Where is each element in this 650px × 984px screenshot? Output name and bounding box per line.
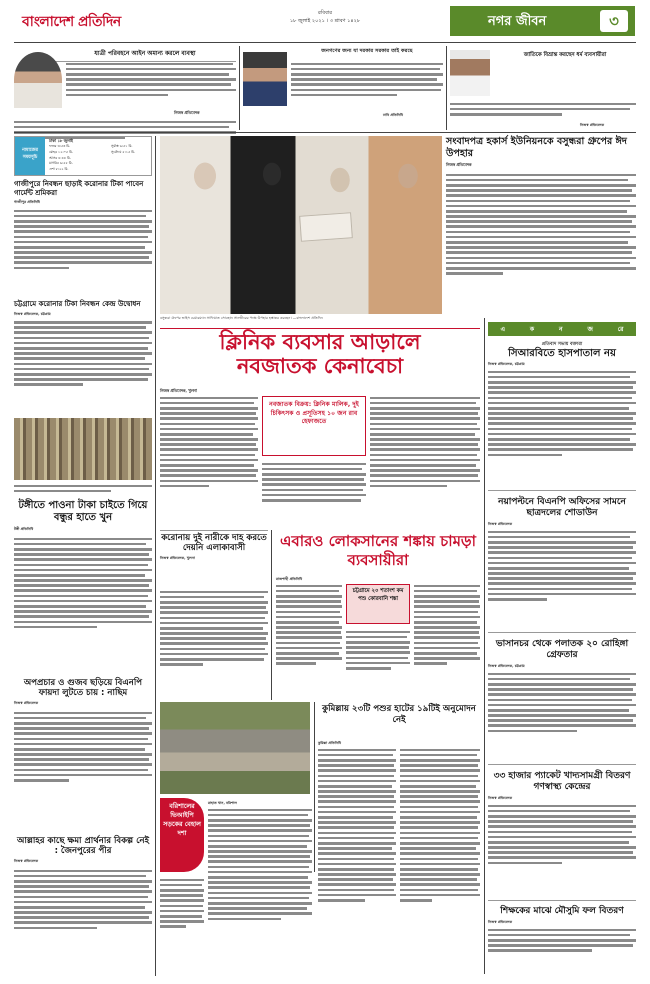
section-title: নগর জীবন: [488, 14, 547, 29]
section-banner: [450, 6, 635, 36]
article-body: [66, 60, 236, 108]
headline: কুমিল্লায় ২৩টি পশুর হাটের ১৯টিই অনুমোদন নেই: [322, 704, 476, 725]
road-photo: [160, 702, 310, 794]
byline: নিজস্ব প্রতিবেদক, চট্টগ্রাম: [14, 311, 51, 316]
prayer-row: যোহর ১২:০৫ মি.: [49, 149, 74, 154]
left-story-1: [14, 180, 152, 295]
kicker: প্রতিবাদ সভায় বক্তারা: [541, 342, 583, 347]
headline: শিক্ষকের মাঝে মৌসুমি ফল বিতরণ: [500, 906, 624, 916]
headline: চট্টগ্রামে করোনার টিকা নিবন্ধন কেন্দ্র উদ্বোধন: [14, 300, 141, 308]
headline: গাজীপুরে নিবন্ধন ছাড়াই করোনার টিকা পাবেন গার্মেন্ট শ্রমিকরা: [14, 180, 144, 197]
headline: সংবাদপত্র হকার্স ইউনিয়নকে বসুন্ধরা গ্রুপের ঈদ উপহার: [446, 136, 627, 159]
right-story-5: [488, 900, 636, 976]
right-story-1: [488, 340, 636, 486]
info-box: চট্টগ্রামে ২০ শতাংশ কম পশু কোরবানি শঙ্কা: [346, 584, 410, 624]
headline: ভাসানচর থেকে পলাতক ২০ রোহিঙ্গা গ্রেফতার: [495, 639, 629, 660]
headline: নয়াপল্টনে বিএনপি অফিসের সামনে ছাত্রদলের শোডাউন: [498, 497, 626, 518]
logo: বাংলাদেশ প্রতিদিন: [22, 14, 121, 30]
left-story-2: [14, 300, 152, 415]
headline: জাতিকে বিভ্রান্ত করছেন ধর্ম ব্যবসায়ীরা: [523, 52, 607, 58]
pull-quote: নবজাতক বিক্রয়: ক্লিনিক মালিক, দুই চিকিৎসক ও প্রসূতিসহ ১০ জন রাব হেফাজতে: [262, 396, 366, 456]
byline: নিজস্ব প্রতিবেদক, চট্টগ্রাম: [488, 362, 525, 366]
masthead: [0, 0, 650, 52]
byline: নিজস্ব প্রতিবেদক: [488, 522, 513, 526]
byline: নিজস্ব প্রতিবেদক: [580, 123, 605, 127]
prayer-label: নামাজের সময়সূচি: [15, 137, 45, 175]
byline: গাজীপুর প্রতিনিধি: [14, 200, 40, 204]
byline: নিজস্ব প্রতিবেদক: [174, 110, 200, 115]
headline: আল্লাহর কাছে ক্ষমা প্রার্থনার বিকল্প নেই : জৈনপুরের পীর: [16, 836, 150, 856]
photo-caption: বসুন্ধরা গ্রুপের ভাইস চেয়ারম্যান সাফিয়াত সোবহান সানভীরের পক্ষে উপহার হস্তান্তর করছেন। —বাংলাদেশ প্রতিদিন: [160, 316, 323, 320]
left-story-5: [14, 836, 152, 976]
issue-date: ১৮ জুলাই ২০২১ । ৩ শ্রাবণ ১৪২৮: [289, 18, 361, 24]
headline: অপপ্রচার ও গুজব ছড়িয়ে বিএনপি ফায়দা লুটতে চায় : নাছিম: [23, 678, 143, 698]
prayer-header: ঢাকা ১৮ জুলাই: [49, 138, 73, 143]
kumilla-byline: কুমিল্লা প্রতিনিধি: [318, 741, 342, 745]
right-story-3: [488, 632, 636, 760]
top-story-1: [14, 46, 236, 146]
right-story-2: [488, 490, 636, 628]
headline: ৩৩ হাজার প্যাকেট খাদ্যসামগ্রী বিতরণ গণস্বাস্থ্য কেন্দ্রের: [493, 771, 631, 792]
portrait-photo: [243, 52, 287, 106]
left-story-3: [14, 500, 152, 670]
headline: যাত্রী পরিবহনে আইন অমান্য করলে ব্যবস্থা: [54, 48, 236, 62]
news-photo: [14, 418, 152, 480]
issue-day: রবিবার: [318, 10, 332, 16]
byline: ঢাবি প্রতিনিধি: [383, 113, 403, 117]
byline: নিজস্ব প্রতিবেদক: [14, 859, 39, 863]
headline: জনগণের জন্য যা দরকার সরকার তাই করছে: [321, 48, 413, 54]
gift-envelope: [299, 212, 353, 242]
byline: নিজস্ব প্রতিবেদক, চট্টগ্রাম: [488, 664, 525, 668]
left-story-4: [14, 678, 152, 828]
byline: নিজস্ব প্রতিবেদক: [488, 920, 513, 924]
leather-headline: এবারও লোকসানের শঙ্কায় চামড়া ব্যবসায়ীরা: [280, 532, 476, 569]
headline: করোনায় দুই নারীকে দাহ করতে দেয়নি এলাকাবাসী: [161, 533, 267, 553]
byline: টঙ্গী প্রতিনিধি: [14, 527, 34, 531]
prayer-row: মাগরিব ৬:৫৫ মি.: [49, 161, 73, 166]
byline: নিজস্ব প্রতিবেদক: [488, 796, 513, 800]
byline: নিজস্ব প্রতিবেদক: [14, 701, 39, 705]
headline: টঙ্গীতে পাওনা টাকা চাইতে গিয়ে বন্ধুর হাতে খুন: [18, 500, 148, 523]
prayer-row: আসর ৪:৪৪ মি.: [49, 155, 71, 160]
prayer-row: ফজর ৩:৫৩ মি.: [49, 144, 71, 148]
cremation-story: [160, 530, 268, 590]
page-number: ৩: [600, 10, 628, 32]
top-story-2: [243, 46, 443, 130]
lead-headline: ক্লিনিক ব্যবসার আড়ালে নবজাতক কেনাবেচা: [219, 330, 421, 378]
prayer-rows: [49, 144, 109, 173]
prayer-row: এশা ৮:২২ মি.: [49, 167, 69, 172]
barisal-title-box: বরিশালের ভিআইপি সড়কের বেহাল দশা: [160, 798, 204, 872]
portrait-photo: [450, 50, 490, 96]
lead-byline: নিজস্ব প্রতিবেদক, খুলনা: [160, 388, 197, 393]
sun-times: সূর্যাস্ত ৬:৫১ মি. সূর্যোদয় ৫:১৫ মি.: [111, 144, 136, 154]
portrait-photo: [14, 52, 62, 108]
hawkers-story: [446, 136, 636, 314]
eknojore-bar: এ ক ন জ রে: [488, 322, 636, 336]
right-story-4: [488, 764, 636, 896]
prayer-times-box: [14, 136, 152, 176]
byline: নিজস্ব প্রতিবেদক: [446, 162, 472, 167]
leather-byline: রাজশাহী প্রতিনিধি: [276, 577, 303, 581]
top-story-3: [450, 46, 636, 130]
headline: সিআরবিতে হাসপাতাল নয়: [508, 348, 616, 359]
barisal-byline: রাহাত খান, বরিশাল: [208, 801, 237, 805]
byline: নিজস্ব প্রতিবেদক, খুলনা: [160, 556, 195, 560]
kumilla-story: [318, 704, 480, 744]
